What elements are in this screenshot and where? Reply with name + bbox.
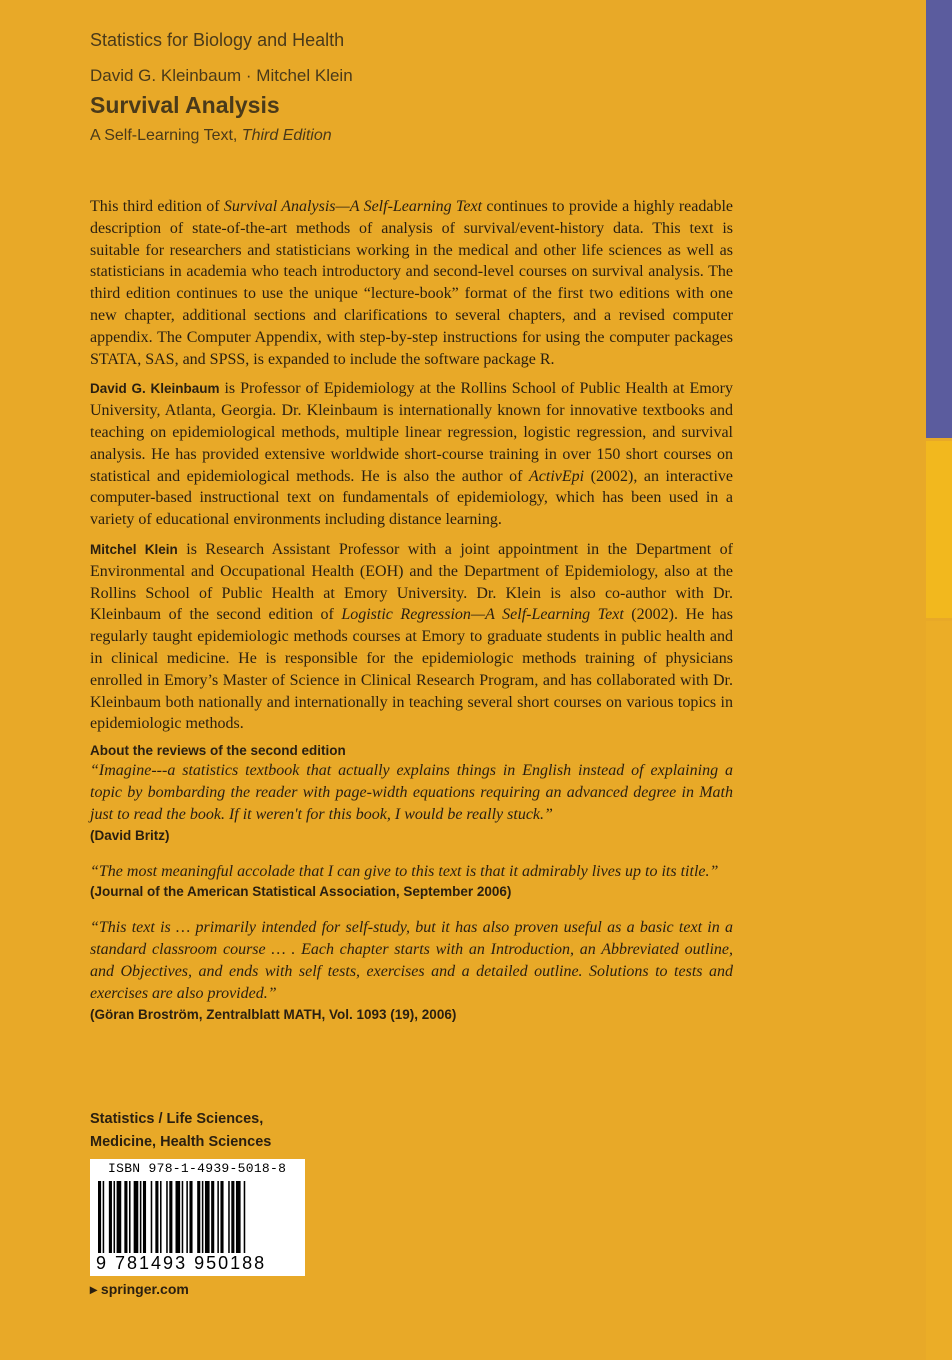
- review-quote: “Imagine---a statistics textbook that actually explains things in English instead of explaining a topic by bombarding the reader with page-width equations requiring an advanced degree in Math just to read the book. If it weren't for this book, I would be really stuck.”: [90, 762, 733, 823]
- ean-digits: 9 781493 950188: [96, 1253, 267, 1273]
- author-bio-kleinbaum: [90, 378, 733, 531]
- bio-text: is Research Assistant Professor with a joint appointment in the Department of Environmental and Occupational Health (EOH) and the Department of Epidemiology, also at the Rollins School of Public Health at Emory University. Dr. Klein is also co-author with Dr. Kleinbaum of the second edition of: [90, 540, 733, 624]
- subject-category: [90, 1108, 271, 1154]
- color-band-blue: [926, 0, 952, 438]
- bio-text: is Professor of Epidemiology at the Rollins School of Public Health at Emory University, Atlanta, Georgia. Dr. Kleinbaum is internationally known for innovative textbooks and teaching on epidemiological methods, multiple linear regression, logistic regression, and survival analysis. He has provided extensive worldwide short-course training in over 150 short courses on statistical and epidemiological methods. He is also the author of: [90, 380, 734, 485]
- reviews-heading: About the reviews of the second edition: [90, 743, 346, 759]
- description-paragraph: [90, 196, 733, 370]
- color-band-gold-upper: [926, 441, 952, 618]
- review-source: (Göran Broström, Zentralblatt MATH, Vol. 1093 (19), 2006): [90, 1006, 457, 1022]
- author-name: David G. Kleinbaum: [90, 381, 220, 397]
- description-text: continues to provide a highly readable description of state-of-the-art methods of analysis of survival/event-history data. This text is suitable for researchers and statisticians working in the medical and other life sciences as well as statisticians in academia who teach introductory and second-level courses on survival analysis. The third edition continues to use the unique “lecture-book” format of the first two editions with one new chapter, additional sections and clarifications to several chapters, and a revised computer appendix. The Computer Appendix, with step-by-step instructions for using the computer packages STATA, SAS, and SPSS, is expanded to include the software package R.: [90, 198, 734, 368]
- barcode-icon: [98, 1181, 297, 1253]
- review-source: (David Britz): [90, 827, 170, 843]
- publisher-link[interactable]: ▸ springer.com: [90, 1281, 189, 1297]
- author-name: Mitchel Klein: [90, 541, 178, 557]
- isbn-number: ISBN 978-1-4939-5018-8: [108, 1161, 287, 1176]
- color-band: [926, 0, 952, 1360]
- bio-text: (2002), an interactive computer-based instructional text on fundamentals of epidemiology, which has been used in a variety of educational environments including distance learning.: [90, 467, 733, 529]
- authors: David G. Kleinbaum · Mitchel Klein: [90, 66, 353, 85]
- description-book-title: Survival Analysis—A Self-Learning Text: [223, 198, 483, 215]
- book-title: Survival Analysis: [90, 92, 280, 118]
- back-cover-text: [90, 196, 733, 1040]
- bio-text: (2002). He has regularly taught epidemiologic methods courses at Emory to graduate students in public health and in clinical medicine. He is responsible for the epidemiologic methods training of physicians enrolled in Emory’s Master of Science in Clinical Research Program, and has collaborated with Dr. Kleinbaum both nationally and internationally in teaching several short courses on various topics in epidemiologic methods.: [90, 606, 733, 733]
- series-name: Statistics for Biology and Health: [90, 30, 345, 50]
- review-quote: “This text is … primarily intended for self-study, but it has also proven useful as a basic text in a standard classroom course … . Each chapter starts with an Introduction, an Abbreviated outline, and Objectives, and ends with self tests, exercises and a detailed outline. Solutions to tests and exercises are also provided.”: [90, 919, 733, 1002]
- review-source: (Journal of the American Statistical Association, September 2006): [90, 884, 512, 900]
- subtitle-main: A Self-Learning Text,: [90, 127, 242, 144]
- category-line: Medicine, Health Sciences: [90, 1134, 272, 1150]
- color-band-gold-lower: [926, 621, 952, 1360]
- description-text: This third edition of: [90, 198, 224, 215]
- author-bio-klein: [90, 539, 733, 735]
- bio-book-title: Logistic Regression—A Self-Learning Text: [341, 606, 624, 624]
- subtitle-edition: Third Edition: [241, 127, 332, 144]
- review-quote: “The most meaningful accolade that I can give to this text is that it admirably lives up to its title.”: [90, 862, 719, 880]
- book-subtitle: [90, 127, 332, 145]
- isbn-barcode: [90, 1159, 305, 1276]
- category-line: Statistics / Life Sciences,: [90, 1111, 264, 1127]
- bio-book-title: ActivEpi: [529, 467, 585, 485]
